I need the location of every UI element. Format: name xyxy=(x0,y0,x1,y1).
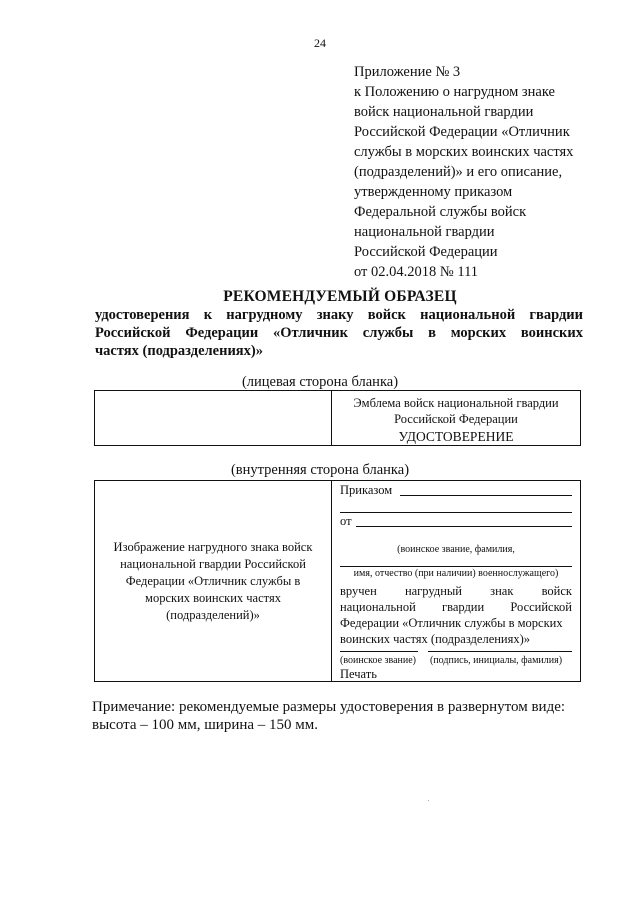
subheading-line: удостоверения к нагрудному знаку войск национальной гвардии xyxy=(95,307,583,323)
appendix-line: Российской Федерации «Отличник xyxy=(354,124,570,140)
appendix-line: службы в морских воинских частях xyxy=(354,144,574,160)
badge-image-caption-line: национальной гвардии Российской xyxy=(120,556,306,571)
award-word: знак xyxy=(490,584,514,598)
appendix-line: национальной гвардии xyxy=(354,224,495,240)
appendix-line: (подразделений)» и его описание, xyxy=(354,164,563,180)
award-word: войск xyxy=(541,584,572,598)
award-line: Федерации «Отличник службы в морских xyxy=(340,616,563,630)
inner-side-form xyxy=(94,480,581,682)
subheading-line: Российской Федерации «Отличник службы в морских воинских xyxy=(95,325,583,341)
name-hint: имя, отчество (при наличии) военнослужащего) xyxy=(353,568,559,579)
order-label: Приказом xyxy=(340,483,393,497)
front-left-cell xyxy=(95,391,332,446)
note-line: высота – 100 мм, ширина – 150 мм. xyxy=(92,717,319,733)
signature-name-line xyxy=(428,651,572,652)
inner-right-cell xyxy=(332,481,581,682)
badge-image-caption-line: морских воинских частях xyxy=(145,590,281,605)
inner-left-cell xyxy=(95,481,332,682)
award-word: Российской xyxy=(510,600,572,614)
award-text xyxy=(340,583,572,647)
appendix-line: войск национальной гвардии xyxy=(354,104,534,120)
rank-surname-hint: (воинское звание, фамилия, xyxy=(397,544,515,555)
award-word: гвардии xyxy=(441,600,485,614)
certificate-title: УДОСТОВЕРЕНИЕ xyxy=(398,429,514,444)
page-number: 24 xyxy=(314,36,326,50)
inner-side-caption: (внутренняя сторона бланка) xyxy=(230,462,410,478)
front-side-form xyxy=(94,390,581,446)
appendix-line: от 02.04.2018 № 111 xyxy=(354,264,479,280)
order-blank-line xyxy=(400,495,572,496)
appendix-line: утвержденному приказом xyxy=(354,184,513,200)
date-blank-line xyxy=(356,526,572,527)
badge-image-caption-line: Федерации «Отличник службы в xyxy=(125,573,301,588)
award-word: нагрудный xyxy=(404,584,462,598)
appendix-line: Приложение № 3 xyxy=(354,64,461,80)
order-blank-line-2 xyxy=(340,512,572,513)
document-heading: РЕКОМЕНДУЕМЫЙ ОБРАЗЕЦ xyxy=(223,288,457,305)
signature-name-hint: (подпись, инициалы, фамилия) xyxy=(430,655,563,666)
appendix-line: к Положению о нагрудном знаке xyxy=(354,84,555,100)
award-line: воинских частях (подразделениях)» xyxy=(340,632,531,646)
note xyxy=(92,698,592,734)
emblem-label: Эмблема войск национальной гвардии xyxy=(353,396,559,410)
name-blank-line xyxy=(340,566,572,567)
signature-rank-line xyxy=(340,651,418,652)
appendix-header xyxy=(354,62,634,282)
front-right-cell xyxy=(332,391,581,446)
front-side-caption: (лицевая сторона бланка) xyxy=(241,374,399,390)
badge-image-caption-line: (подразделений)» xyxy=(166,607,260,622)
note-line: Примечание: рекомендуемые размеры удостоверения в развернутом виде: xyxy=(92,699,566,715)
appendix-line: Федеральной службы войск xyxy=(354,204,527,220)
appendix-line: Российской Федерации xyxy=(354,244,498,260)
document-subheading xyxy=(95,306,583,360)
award-word: национальной xyxy=(340,600,416,614)
scan-speck xyxy=(428,800,429,801)
seal-label: Печать xyxy=(340,667,377,681)
from-label: от xyxy=(340,514,352,528)
signature-rank-hint: (воинское звание) xyxy=(340,655,416,666)
subheading-line: частях (подразделениях)» xyxy=(95,343,263,359)
award-word: вручен xyxy=(340,584,377,598)
federation-label: Российской Федерации xyxy=(394,412,518,426)
badge-image-caption-line: Изображение нагрудного знака войск xyxy=(113,539,313,554)
